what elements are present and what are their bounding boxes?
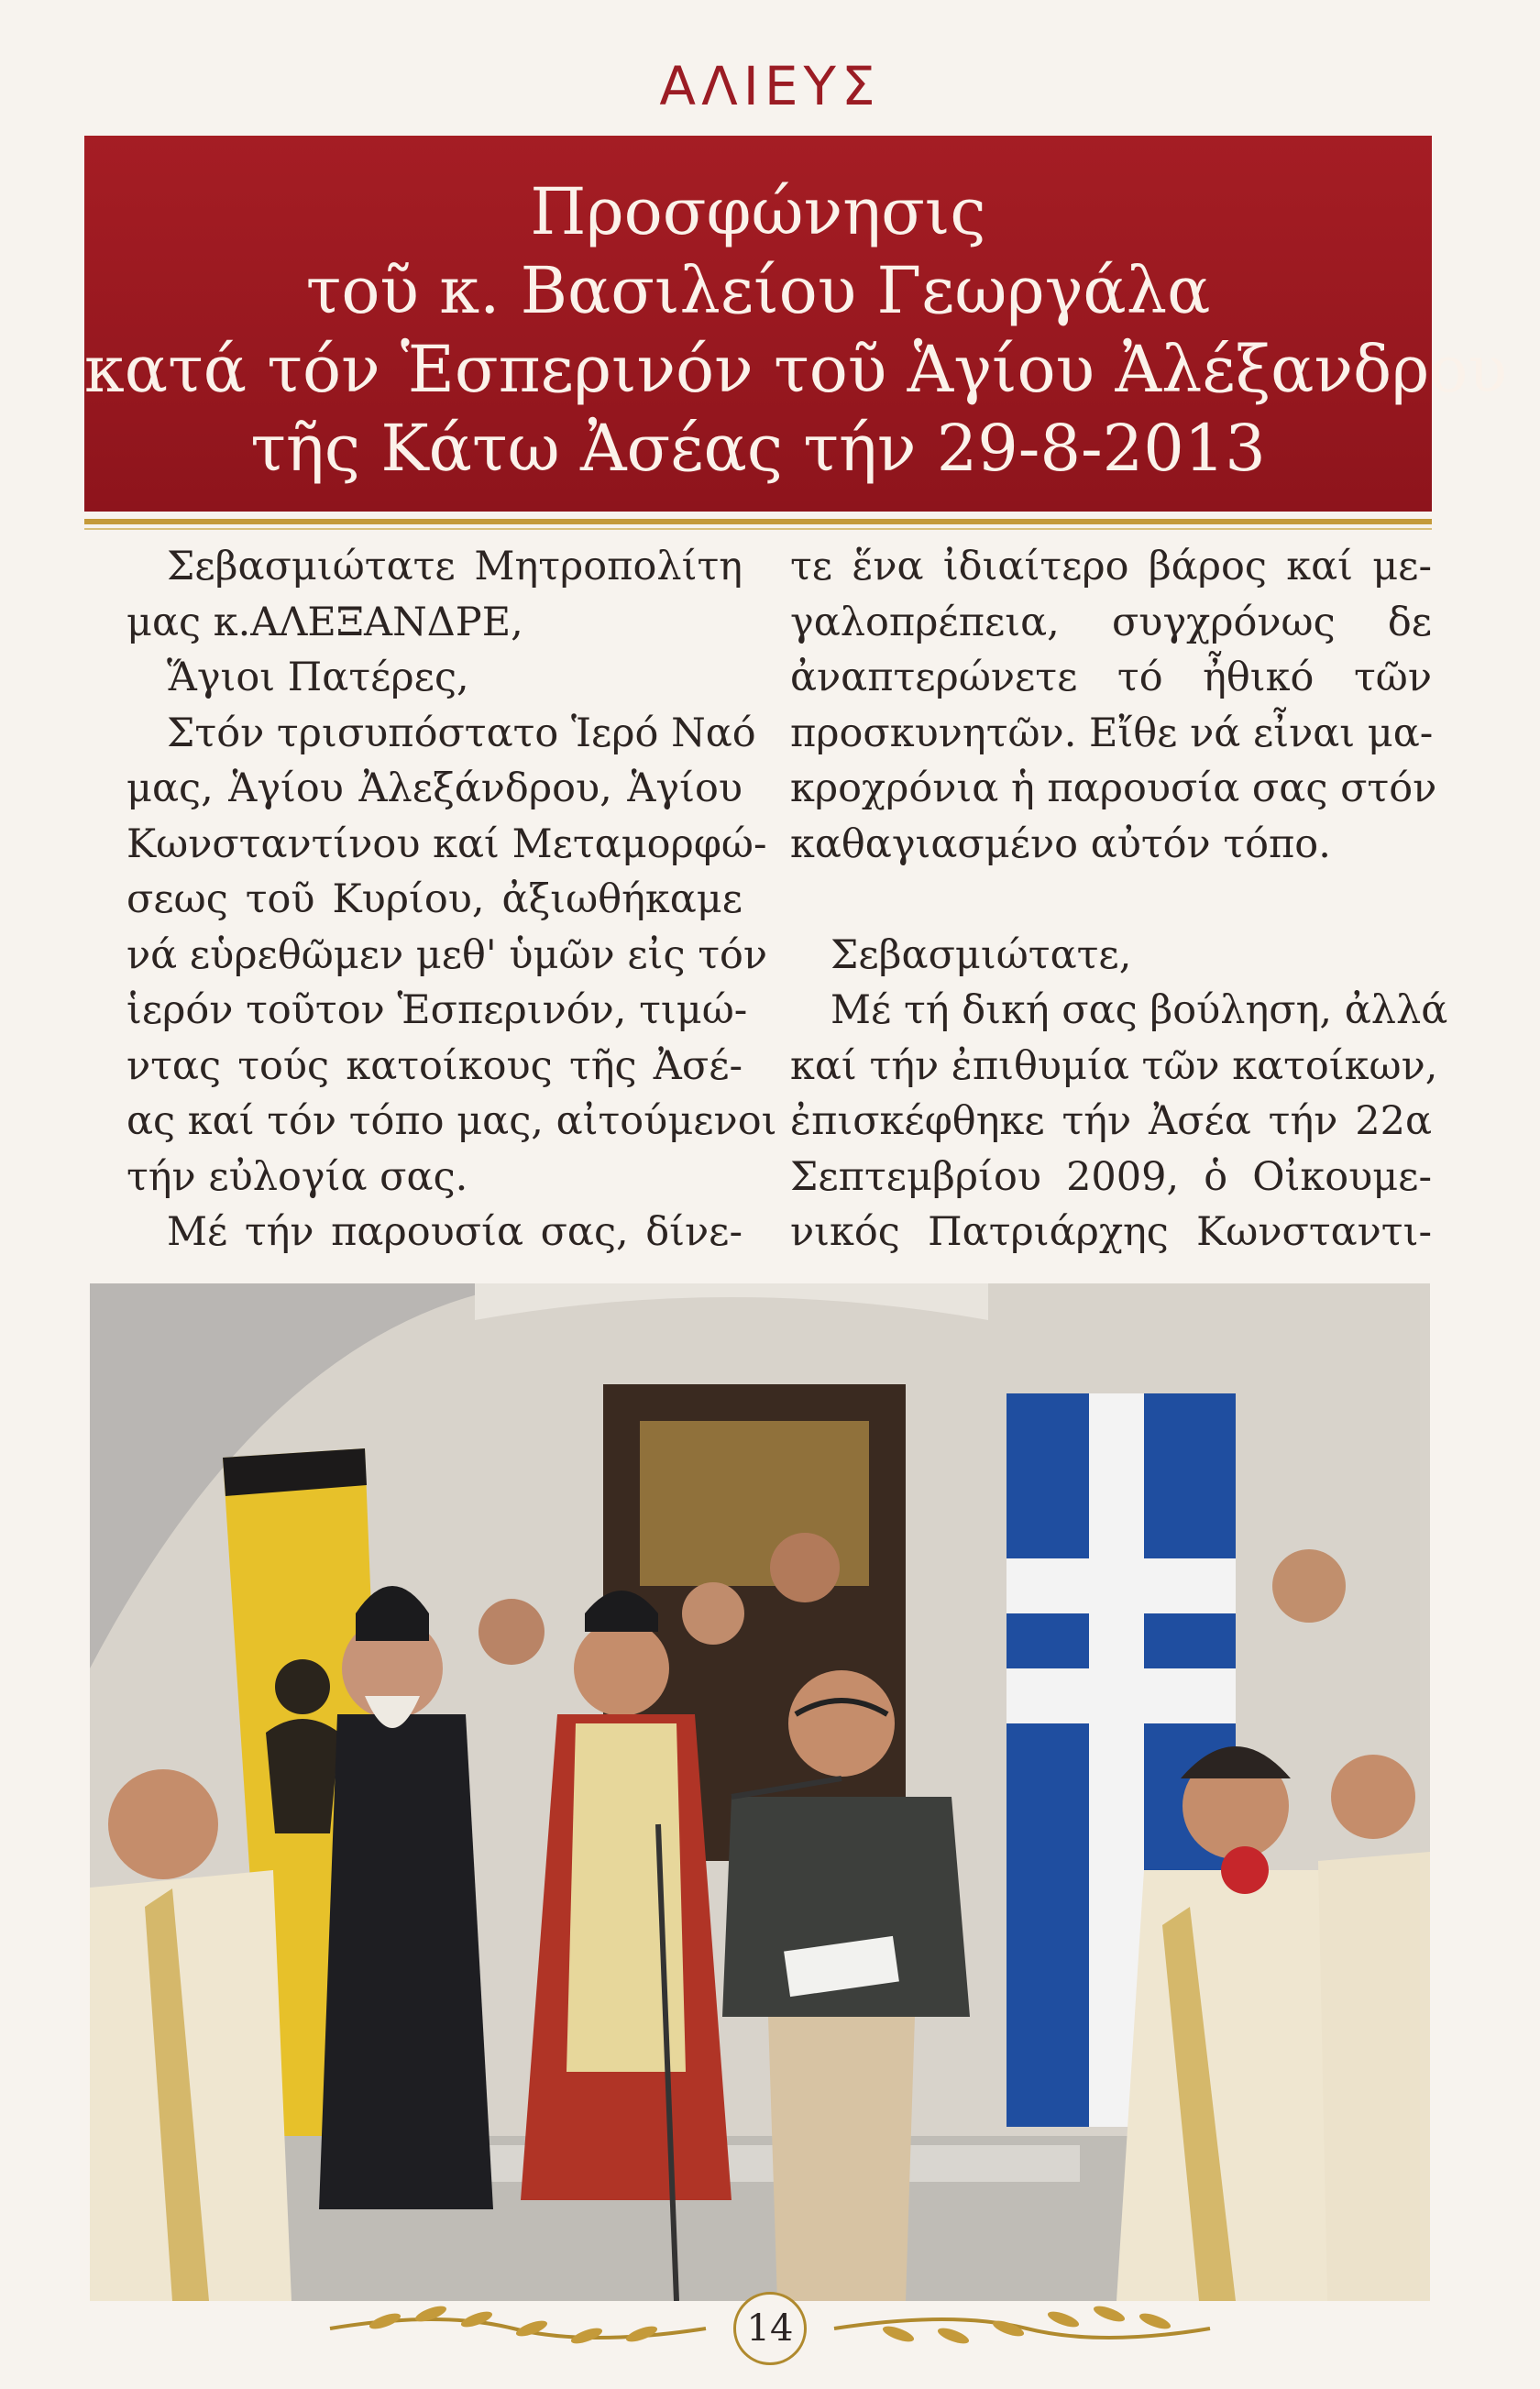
- left-line: Κωνσταντίνου καί Μεταμορφώ-: [126, 820, 767, 867]
- left-line: μας, Ἁγίου Ἀλεξάνδρου, Ἁγίου: [126, 765, 742, 811]
- right-line: γαλοπρέπεια, συγχρόνως δε: [790, 599, 1432, 645]
- magazine-masthead: ΑΛΙΕΥΣ: [659, 55, 881, 117]
- title-line-4: τῆς Κάτω Ἀσέας τήν 29-8-2013: [250, 411, 1266, 486]
- right-line: ἐπισκέφθηκε τήν Ἀσέα τήν 22α: [790, 1098, 1432, 1144]
- right-line: Μέ τή δική σας βούληση, ἀλλά: [830, 987, 1448, 1033]
- left-line: Μέ τήν παρουσία σας, δίνε-: [167, 1209, 742, 1255]
- right-line: Σεπτεμβρίου 2009, ὁ Οἰκουμε-: [790, 1153, 1432, 1200]
- left-line: νά εὑρεθῶμεν μεθ' ὑμῶν εἰς τόν: [126, 931, 768, 978]
- right-line: νικός Πατριάρχης Κωνσταντι-: [790, 1209, 1432, 1255]
- right-line: τε ἕνα ἰδιαίτερο βάρος καί με-: [790, 544, 1432, 589]
- right-line: καθαγιασμένο αὐτόν τόπο.: [790, 820, 1331, 867]
- left-line: Στόν τρισυπόστατο Ἱερό Ναό: [167, 710, 756, 756]
- left-line: ἱερόν τοῦτον Ἑσπερινόν, τιμώ-: [126, 987, 748, 1033]
- gold-divider-thin: [84, 528, 1432, 530]
- right-line: προσκυνητῶν. Εἴθε νά εἶναι μα-: [790, 710, 1434, 756]
- title-line-3: κατά τόν Ἑσπερινόν τοῦ Ἁγίου Ἀλέξανδρου: [84, 332, 1507, 407]
- left-line: μας κ.ΑΛΕΞΑΝΔΡΕ,: [126, 599, 523, 645]
- title-line-1: Προσφώνησις: [530, 174, 986, 249]
- left-line: Σεβασμιώτατε Μητροπολίτη: [167, 544, 742, 589]
- right-text-column: [790, 539, 1448, 1261]
- left-text-column: [126, 539, 777, 1261]
- left-line: ντας τούς κατοίκους τῆς Ἀσέ-: [126, 1042, 742, 1089]
- paragraph-gap: [790, 872, 1432, 928]
- left-line: τήν εὐλογία σας.: [126, 1153, 468, 1200]
- title-line-2: τοῦ κ. Βασιλείου Γεωργάλα: [305, 253, 1211, 328]
- gold-divider: [84, 519, 1432, 524]
- page-number: 14: [733, 2292, 807, 2365]
- title-banner: [84, 136, 1507, 512]
- right-line: κροχρόνια ἡ παρουσία σας στόν: [790, 765, 1437, 811]
- left-line: ας καί τόν τόπο μας, αἰτούμενοι: [126, 1098, 777, 1144]
- left-line: σεως τοῦ Κυρίου, ἀξιωθήκαμε: [126, 876, 742, 922]
- right-line: Σεβασμιώτατε,: [830, 931, 1132, 978]
- right-line: ἀναπτερώνετε τό ἦθικό τῶν: [790, 655, 1432, 700]
- photo-illustration: [90, 1283, 1430, 2301]
- right-line: καί τήν ἐπιθυμία τῶν κατοίκων,: [790, 1042, 1438, 1089]
- event-photograph: [90, 1283, 1430, 2301]
- left-line: Ἅγιοι Πατέρες,: [167, 655, 469, 700]
